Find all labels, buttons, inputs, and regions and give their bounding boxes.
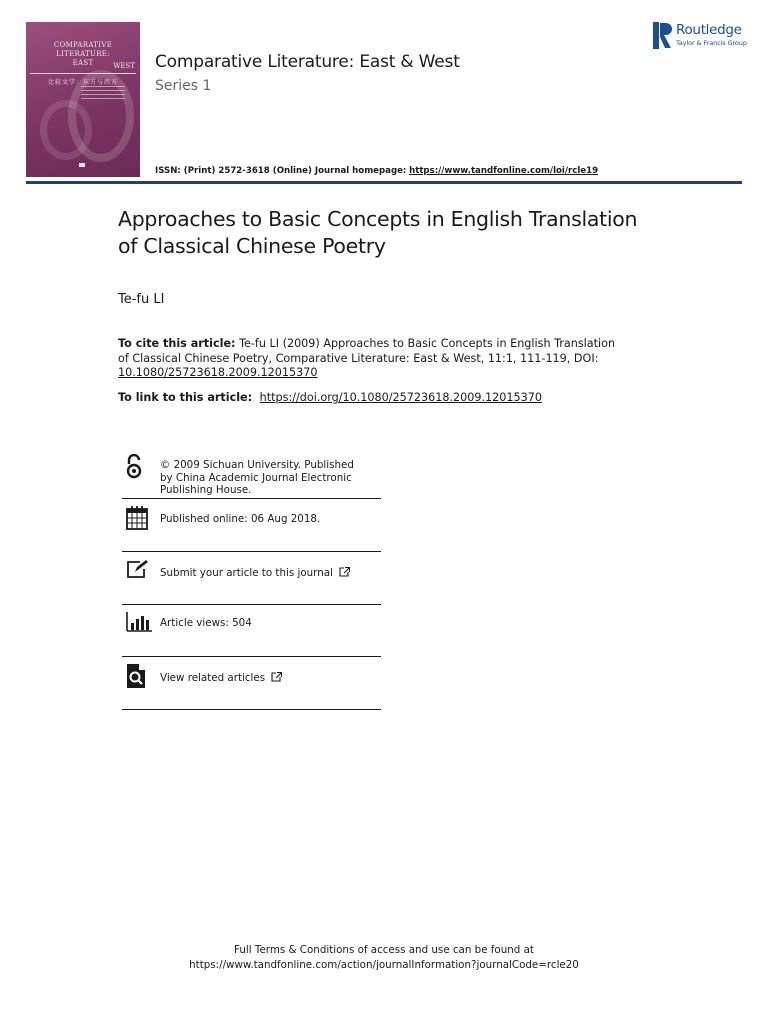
header-divider	[26, 181, 742, 184]
link-label: To link to this article:	[118, 391, 253, 404]
journal-title: Comparative Literature: East & West	[155, 52, 460, 72]
cover-title-line: EAST	[72, 59, 94, 67]
copyright-row	[122, 452, 381, 498]
cover-title-line: COMPARATIVE LITERATURE:	[53, 41, 113, 58]
routledge-r-icon	[653, 22, 673, 49]
issn-line	[155, 166, 598, 176]
related-search-icon	[126, 663, 146, 689]
external-link-icon	[339, 567, 350, 577]
row-divider	[122, 709, 381, 710]
journal-series: Series 1	[155, 78, 212, 94]
article-title: Approaches to Basic Concepts in English Translation of Classical Chinese Poetry	[118, 207, 638, 258]
submit-article-row[interactable]	[122, 551, 381, 604]
article-author: Te-fu LI	[118, 292, 165, 307]
copyright-text: © 2009 Sichuan University. Published by China Academic Journal Electronic Publishing House.	[160, 459, 354, 496]
article-link-line	[118, 391, 542, 404]
routledge-logo[interactable]	[653, 21, 745, 49]
citation-block	[118, 337, 618, 381]
related-articles-label[interactable]: View related articles	[160, 672, 266, 684]
bar-chart-icon	[126, 612, 152, 632]
cover-ampersand-graphic	[40, 100, 92, 160]
article-views-text: Article views: 504	[160, 617, 252, 629]
edit-pencil-icon	[126, 559, 150, 579]
issn-label: ISSN: (Print) 2572-3618 (Online) Journal homepage:	[155, 166, 407, 176]
publisher-name: Routledge	[676, 22, 742, 38]
journal-cover-image	[26, 22, 140, 177]
submit-article-link[interactable]	[160, 567, 350, 580]
open-access-lock-icon	[126, 454, 142, 480]
publisher-group: Taylor & Francis Group	[676, 39, 747, 47]
related-articles-row[interactable]	[122, 656, 381, 709]
published-row	[122, 498, 381, 551]
journal-homepage-link[interactable]: https://www.tandfonline.com/loi/rcle19	[409, 166, 599, 176]
cite-text: Te-fu LI (2009) Approaches to Basic Concepts in English Translation of Classical Chinese Poetry, Comparative Literature: East & West, 11:1, 111-119, DOI:	[118, 337, 616, 365]
article-doi-url-link[interactable]: https://doi.org/10.1080/25723618.2009.12015370	[259, 391, 543, 404]
external-link-icon	[271, 672, 282, 682]
cover-small-text	[81, 86, 125, 102]
terms-footer-url[interactable]: https://www.tandfonline.com/action/journalInformation?journalCode=rcle20	[189, 958, 579, 971]
published-date-text: Published online: 06 Aug 2018.	[160, 513, 321, 525]
cite-label: To cite this article:	[118, 337, 236, 350]
doi-link[interactable]: 10.1080/25723618.2009.12015370	[118, 366, 318, 379]
terms-footer	[0, 943, 768, 972]
submit-article-label[interactable]: Submit your article to this journal	[160, 567, 333, 579]
cover-chinese-title: 比较文学：东方与西方	[47, 79, 118, 86]
terms-footer-line1: Full Terms & Conditions of access and use can be found at	[234, 944, 534, 956]
cover-title-west: WEST	[113, 62, 135, 70]
article-views-row	[122, 604, 381, 656]
cover-publisher-mark	[26, 162, 140, 167]
cover-divider	[30, 73, 136, 74]
calendar-icon	[126, 506, 148, 530]
related-articles-link[interactable]	[160, 672, 282, 685]
